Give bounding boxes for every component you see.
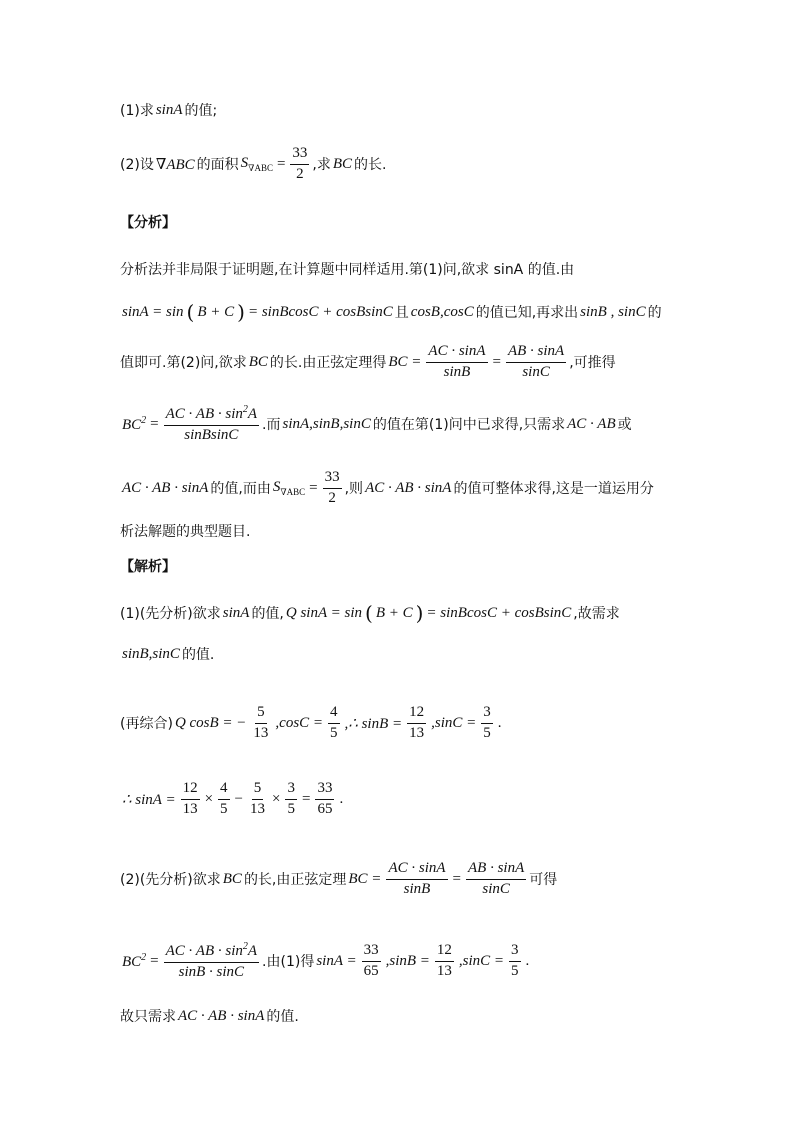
- analysis-line-5: [120, 470, 694, 507]
- text-segment: A: [247, 943, 258, 959]
- math-expression: −: [234, 790, 243, 807]
- fraction-denominator: sinC: [522, 363, 550, 380]
- fraction-numerator: AC · sinA: [426, 344, 487, 363]
- math-expression: [122, 952, 146, 971]
- q1-tail: 的值;: [184, 103, 218, 119]
- subscript: ∇ABC: [248, 162, 273, 173]
- analysis-frac-3: [164, 405, 259, 444]
- fraction: [248, 781, 267, 818]
- solution-line-6: [120, 942, 694, 981]
- math-expression: ,sinC =: [458, 952, 505, 969]
- math-expression: = sinBcosC + cosBsinC: [426, 604, 572, 621]
- math-expression: AC · AB · sinA: [178, 1007, 265, 1024]
- q2-mid: 的面积: [196, 157, 239, 174]
- fraction-numerator: [164, 942, 259, 963]
- text-segment: 析法解题的典型题目.: [120, 524, 251, 540]
- superscript: 2: [141, 951, 147, 963]
- math-expression: ∴ sinA =: [122, 791, 176, 808]
- fraction-denominator: 13: [250, 800, 265, 817]
- text-segment: 的值,: [251, 606, 284, 622]
- math-expression: cosB,cosC: [410, 303, 474, 320]
- fraction-numerator: AB · sinA: [506, 344, 566, 363]
- q2-area-symbol: [241, 155, 273, 174]
- text-segment: 或: [617, 417, 632, 434]
- math-expression: ,∴ sinB =: [344, 715, 403, 732]
- text-segment: .而: [262, 417, 281, 434]
- text-segment: (再综合): [120, 716, 173, 733]
- text-segment: 的长,由正弦定理: [243, 872, 347, 889]
- fraction-denominator: 65: [363, 962, 379, 979]
- text-segment: 值即可.第(2)问,欲求: [120, 355, 247, 372]
- analysis-line-6: [120, 521, 694, 541]
- fraction: [328, 705, 340, 742]
- text-segment: A: [247, 406, 258, 422]
- fraction-denominator: sinB · sinC: [178, 963, 245, 980]
- question-1: [120, 100, 694, 120]
- math-expression: AC · AB · sinA: [122, 479, 209, 496]
- question-2: [120, 146, 694, 183]
- fraction-denominator: 2: [296, 165, 304, 182]
- fraction-denominator: sinB: [403, 880, 431, 897]
- solution-line-1: [120, 601, 694, 625]
- text-segment: 的值可整体求得,这是一道运用分: [453, 481, 654, 498]
- text-segment: 且: [394, 305, 409, 321]
- text-segment: 的长.由正弦定理得: [269, 355, 387, 372]
- math-expression: ×: [272, 790, 281, 807]
- text-segment: (2)(先分析)欲求: [120, 872, 221, 889]
- math-expression: ,cosC =: [275, 714, 324, 731]
- fraction-denominator: 5: [483, 724, 491, 741]
- fraction-numerator: 33: [362, 943, 381, 962]
- fraction-denominator: 13: [409, 724, 425, 741]
- text-segment: 的: [647, 305, 662, 321]
- math-expression: .: [339, 790, 344, 807]
- fraction-numerator: 4: [218, 781, 230, 800]
- math-expression: sinA = sin: [122, 303, 184, 320]
- fraction-numerator: 5: [252, 781, 264, 800]
- parenthesis: (: [365, 601, 373, 625]
- q2-label: (2)设: [120, 157, 154, 174]
- math-expression: sinB,sinC: [122, 645, 180, 662]
- fraction-numerator: 33: [315, 781, 334, 800]
- math-expression: BC =: [348, 870, 382, 887]
- fraction: [386, 861, 447, 898]
- fraction-numerator: 4: [328, 705, 340, 724]
- fraction-numerator: AC · sinA: [386, 861, 447, 880]
- math-expression: BC: [248, 353, 268, 370]
- text-segment: 【解析】: [120, 559, 176, 575]
- fraction: [323, 470, 342, 507]
- text-segment: 【分析】: [120, 215, 176, 231]
- math-expression: .: [497, 714, 502, 731]
- q1-label: (1)求: [120, 103, 154, 119]
- fraction-denominator: 5: [330, 724, 338, 741]
- math-expression: AC · AB: [567, 415, 616, 432]
- text-segment: (1)(先分析)欲求: [120, 606, 221, 622]
- text-segment: 可得: [529, 872, 558, 889]
- fraction: [481, 705, 493, 742]
- solution-line-5: [120, 861, 694, 898]
- fraction-numerator: 12: [181, 781, 200, 800]
- fraction-denominator: 13: [253, 724, 269, 741]
- fraction: [181, 781, 200, 818]
- math-expression: ,sinB =: [385, 952, 430, 969]
- analysis-frac-1: [426, 344, 487, 381]
- q2-tail2: 的长.: [354, 157, 387, 174]
- analysis-line-3: [120, 344, 694, 381]
- fraction-numerator: 3: [285, 781, 297, 800]
- analysis-line-4: [120, 405, 694, 444]
- fraction: [407, 705, 426, 742]
- q2-tail1: ,求: [312, 157, 331, 174]
- text-segment: 的值.: [266, 1009, 299, 1025]
- math-expression: =: [301, 790, 311, 807]
- text-segment: S: [240, 154, 249, 171]
- math-expression: ,sinC =: [431, 714, 477, 731]
- fraction-denominator: 5: [511, 962, 519, 979]
- math-expression: sinA: [222, 604, 250, 621]
- fraction-denominator: sinB: [443, 363, 471, 380]
- fraction-denominator: 2: [328, 489, 336, 506]
- math-expression: sinB , sinC: [580, 303, 646, 320]
- analysis-line-2: [120, 300, 694, 324]
- solution-line-2: [120, 644, 694, 664]
- fraction-numerator: 33: [290, 146, 309, 165]
- fraction: [315, 781, 334, 818]
- fraction-numerator: 5: [255, 705, 267, 724]
- solution-line-4: [120, 781, 694, 818]
- parenthesis: ): [415, 601, 424, 625]
- fraction: [218, 781, 230, 818]
- solution-line-7: [120, 1006, 694, 1026]
- fraction-denominator: sinC: [482, 880, 510, 897]
- q2-triangle: ∇ABC: [155, 156, 195, 173]
- fraction: [285, 781, 297, 818]
- math-expression: =: [309, 479, 318, 496]
- fraction-numerator: 3: [481, 705, 493, 724]
- text-segment: BC: [122, 953, 142, 970]
- text-segment: AC · AB · sin: [165, 406, 243, 422]
- math-expression: =: [452, 870, 461, 887]
- math-expression: sinA =: [316, 952, 357, 969]
- analysis-line-1: [120, 259, 694, 279]
- math-expression: =: [150, 952, 159, 969]
- q2-bc: BC: [332, 155, 353, 172]
- fraction: [435, 943, 454, 980]
- math-expression: BC =: [388, 353, 422, 370]
- fraction-numerator: 3: [509, 943, 521, 962]
- math-expression: BC: [222, 870, 242, 887]
- math-expression: ×: [204, 790, 214, 807]
- text-segment: 故只需求: [120, 1009, 176, 1025]
- math-expression: .: [525, 952, 530, 969]
- fraction-numerator: [164, 405, 259, 426]
- fraction: [509, 943, 521, 980]
- fraction: [362, 943, 381, 980]
- fraction-denominator: sinBsinC: [184, 426, 239, 443]
- math-expression: = sinBcosC + cosBsinC: [247, 303, 393, 320]
- math-expression: B + C: [375, 604, 413, 621]
- math-expression: sinA,sinB,sinC: [282, 415, 371, 432]
- math-expression: =: [276, 155, 286, 172]
- math-expression: Q sinA = sin: [285, 604, 362, 621]
- fraction-numerator: 12: [435, 943, 454, 962]
- text-segment: ,则: [344, 481, 364, 498]
- math-expression: B + C: [197, 303, 235, 320]
- math-expression: =: [492, 353, 501, 370]
- superscript: 2: [242, 941, 248, 952]
- superscript: 2: [242, 404, 248, 415]
- text-segment: .由(1)得: [262, 954, 315, 971]
- fraction: [466, 861, 526, 898]
- fraction-numerator: 33: [323, 470, 342, 489]
- text-segment: ,可推得: [569, 355, 616, 372]
- fraction: [251, 705, 270, 742]
- parenthesis: ): [237, 300, 245, 324]
- text-segment: 的值在第(1)问中已求得,只需求: [372, 417, 566, 434]
- superscript: 2: [141, 414, 147, 426]
- text-segment: 的值,而由: [210, 481, 271, 498]
- math-expression: =: [150, 415, 159, 432]
- parenthesis: (: [186, 300, 195, 324]
- solution-heading: [120, 556, 694, 576]
- fraction-numerator: AB · sinA: [466, 861, 526, 880]
- fraction-numerator: 12: [407, 705, 426, 724]
- q1-expr: sinA: [155, 101, 183, 118]
- analysis-heading: [120, 212, 694, 232]
- fraction-denominator: 13: [182, 800, 198, 817]
- fraction-denominator: 5: [287, 800, 295, 817]
- fraction: [164, 942, 259, 981]
- q2-area-fraction: [290, 146, 309, 183]
- math-expression: [273, 479, 305, 498]
- text-segment: 的值.: [181, 647, 215, 663]
- text-segment: ,故需求: [573, 606, 620, 622]
- subscript: ∇ABC: [280, 486, 306, 497]
- text-segment: AC · AB · sin: [165, 943, 243, 959]
- text-segment: S: [272, 478, 281, 495]
- math-expression: [122, 415, 146, 434]
- fraction-denominator: 5: [220, 800, 228, 817]
- fraction-denominator: 65: [317, 800, 333, 817]
- text-segment: BC: [122, 416, 142, 433]
- fraction-denominator: 13: [436, 962, 452, 979]
- text-segment: 分析法并非局限于证明题,在计算题中同样适用.第(1)问,欲求 sinA 的值.由: [120, 262, 575, 278]
- solution-line-3: [120, 705, 694, 742]
- math-expression: Q cosB = −: [174, 714, 247, 731]
- math-expression: AC · AB · sinA: [365, 479, 452, 496]
- analysis-frac-2: [506, 344, 566, 381]
- text-segment: 的值已知,再求出: [475, 305, 579, 321]
